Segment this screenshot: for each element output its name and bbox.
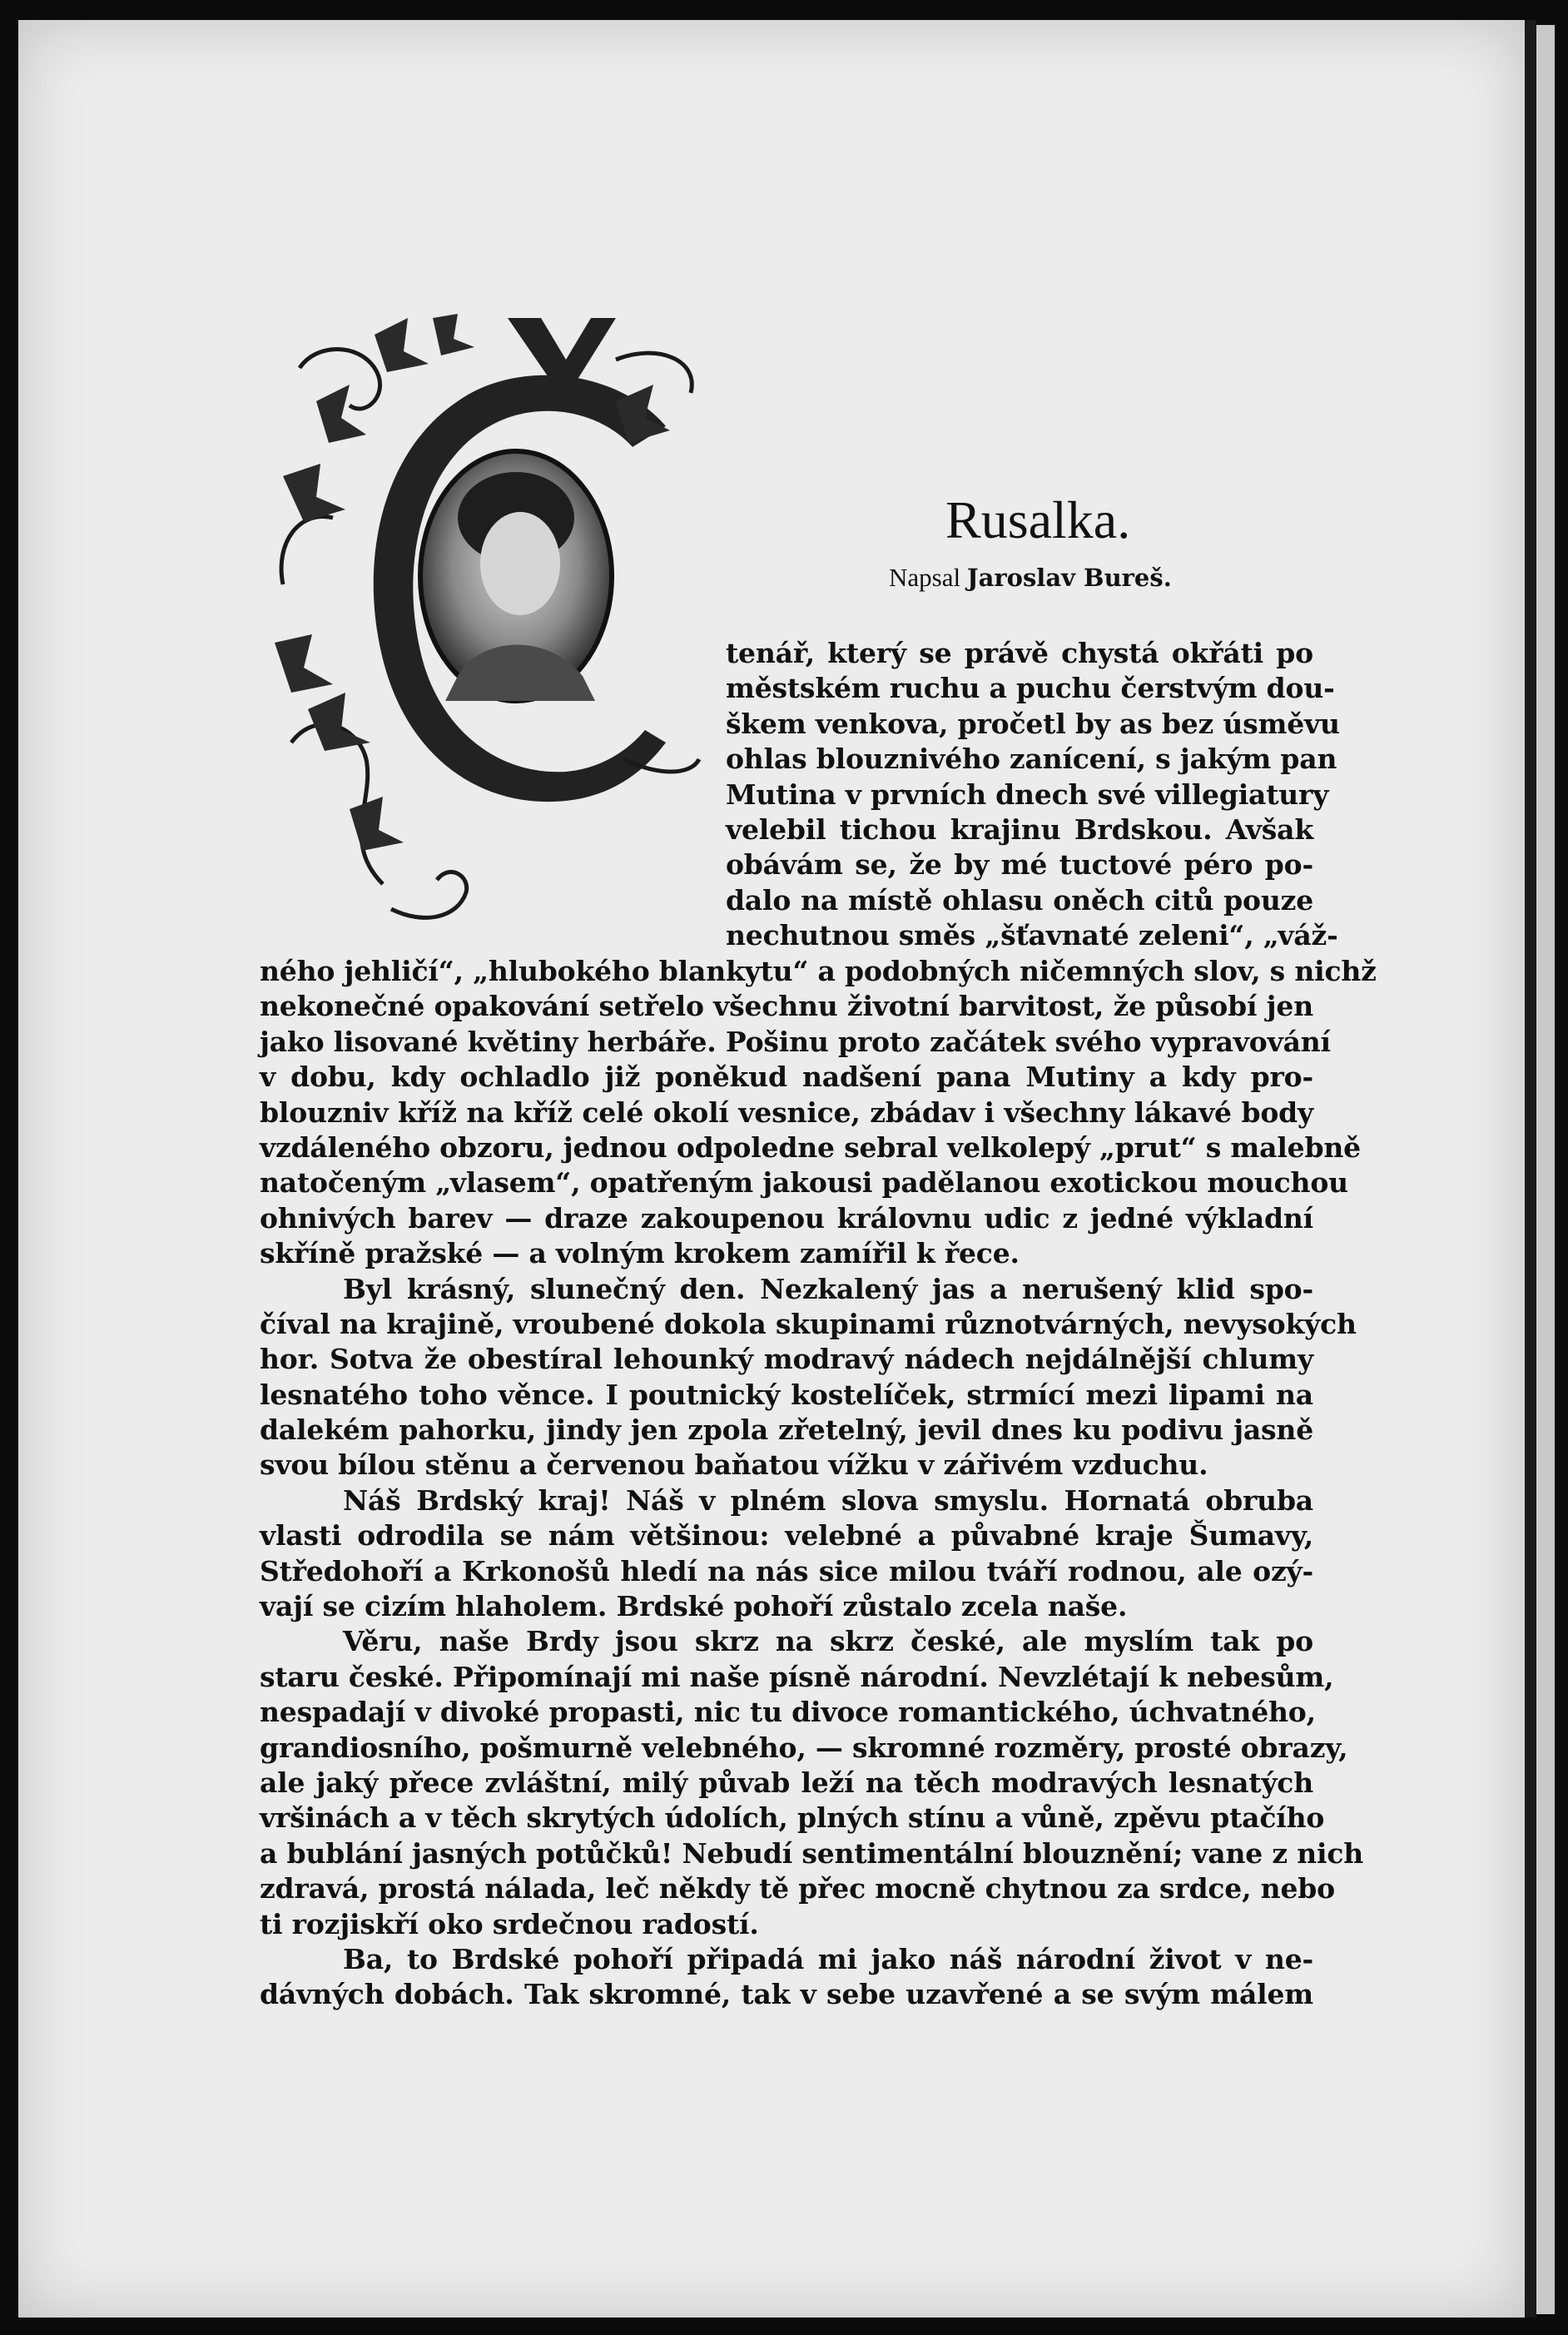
text-line: velebil tichou krajinu Brdskou. Avšak xyxy=(726,812,1313,846)
text-line: v dobu, kdy ochladlo již poněkud nadšení pana Mutiny a kdy pro- xyxy=(260,1061,1313,1094)
text-line: nechutnou směs „šťavnaté zeleni“, „váž- xyxy=(726,919,1338,952)
author-name: Jaroslav Bureš. xyxy=(966,564,1172,592)
text-line: staru české. Připomínají mi naše písně národní. Nevzlétají k nebesům, xyxy=(260,1660,1334,1693)
text-line: svou bílou stěnu a červenou baňatou vížku v zářivém vzduchu. xyxy=(260,1448,1208,1482)
text-line: vzdáleného obzoru, jednou odpoledne sebral velkolepý „prut“ s malebně xyxy=(260,1130,1361,1164)
text-line: nekonečné opakování setřelo všechnu životní barvitost, že působí jen xyxy=(260,990,1313,1023)
text-line: ohnivých barev — draze zakoupenou královnu udic z jedné výkladní xyxy=(260,1201,1313,1235)
text-line: hor. Sotva že obestíral lehounký modravý nádech nejdálnější chlumy xyxy=(260,1343,1313,1376)
article-body xyxy=(260,954,1377,2013)
text-line: natočeným „vlasem“, opatřeným jakousi padělanou exotickou mouchou xyxy=(260,1166,1348,1200)
text-line: zdravá, prostá nálada, leč někdy tě přec mocně chytnou za srdce, nebo xyxy=(260,1872,1335,1905)
text-line: vají se cizím hlaholem. Brdské pohoří zůstalo zcela naše. xyxy=(260,1590,1128,1623)
text-line: ti rozjiskří oko srdečnou radostí. xyxy=(260,1907,759,1940)
text-line: obávám se, že by mé tuctové péro po- xyxy=(726,848,1313,882)
text-line: číval na krajině, vroubené dokola skupinami různotvárných, nevysokých xyxy=(260,1307,1357,1340)
paragraph-beside-initial xyxy=(726,636,1340,954)
initial-letter-hacek xyxy=(508,318,616,385)
text-line: tenář, který se právě chystá okřáti po xyxy=(726,637,1313,669)
ornamental-initial-portrait xyxy=(266,310,732,942)
text-line: nespadají v divoké propasti, nic tu divoce romantického, úchvatného, xyxy=(260,1696,1316,1729)
text-line: Středohoří a Krkonošů hledí na nás sice milou tváří rodnou, ale ozý- xyxy=(260,1554,1313,1587)
page-edge-shadow xyxy=(1525,20,1536,2318)
text-line: dalekém pahorku, jindy jen zpola zřetelný, jevil dnes ku podivu jasně xyxy=(260,1413,1313,1447)
article-title: Rusalka. xyxy=(945,490,1131,549)
text-line: městském ruchu a puchu čerstvým dou- xyxy=(726,672,1335,705)
text-line: Byl krásný, slunečný den. Nezkalený jas a nerušený klid spo- xyxy=(343,1272,1313,1305)
text-line: lesnatého toho věnce. I poutnický kostelíček, strmící mezi lipami na xyxy=(260,1378,1313,1411)
text-line: skříně pražské — a volným krokem zamířil k řece. xyxy=(260,1237,1020,1270)
text-line: jako lisované květiny herbáře. Pošinu proto začátek svého vypravování xyxy=(260,1025,1331,1058)
text-line: ohlas blouznivého zanícení, s jakým pan xyxy=(726,743,1337,776)
text-line: Náš Brdský kraj! Náš v plném slova smyslu. Hornatá obruba xyxy=(343,1483,1313,1517)
text-line: grandiosního, pošmurně velebného, — skromné rozměry, prosté obrazy, xyxy=(260,1731,1348,1764)
text-line: ného jehličí“, „hlubokého blankytu“ a podobných ničemných slov, s nichž xyxy=(260,955,1377,987)
next-page-edge xyxy=(1536,25,1555,2314)
text-line: škem venkova, pročetl by as bez úsměvu xyxy=(726,707,1340,740)
text-line: ale jaký přece zvláštní, milý půvab leží na těch modravých lesnatých xyxy=(260,1766,1313,1799)
text-line: dalo na místě ohlasu oněch citů pouze xyxy=(726,883,1313,917)
text-line: vlasti odrodila se nám většinou: velebné a půvabné kraje Šumavy, xyxy=(260,1519,1313,1553)
text-line: a bublání jasných potůčků! Nebudí sentimentální blouznění; vane z nich xyxy=(260,1836,1364,1870)
text-line: Ba, to Brdské pohoří připadá mi jako náš národní život v ne- xyxy=(343,1942,1313,1975)
text-line: blouzniv kříž na kříž celé okolí vesnice, zbádav i všechny lákavé body xyxy=(260,1095,1313,1129)
text-line: Mutina v prvních dnech své villegiatury xyxy=(726,778,1329,811)
text-line: vršinách a v těch skrytých údolích, plných stínu a vůně, zpěvu ptačího xyxy=(260,1801,1325,1835)
text-line: dávných dobách. Tak skromné, tak v sebe uzavřené a se svým málem xyxy=(260,1978,1313,2011)
byline-prefix: Napsal xyxy=(889,563,961,592)
article-byline xyxy=(889,563,1172,593)
text-line: Věru, naše Brdy jsou skrz na skrz české, ale myslím tak po xyxy=(343,1625,1313,1658)
